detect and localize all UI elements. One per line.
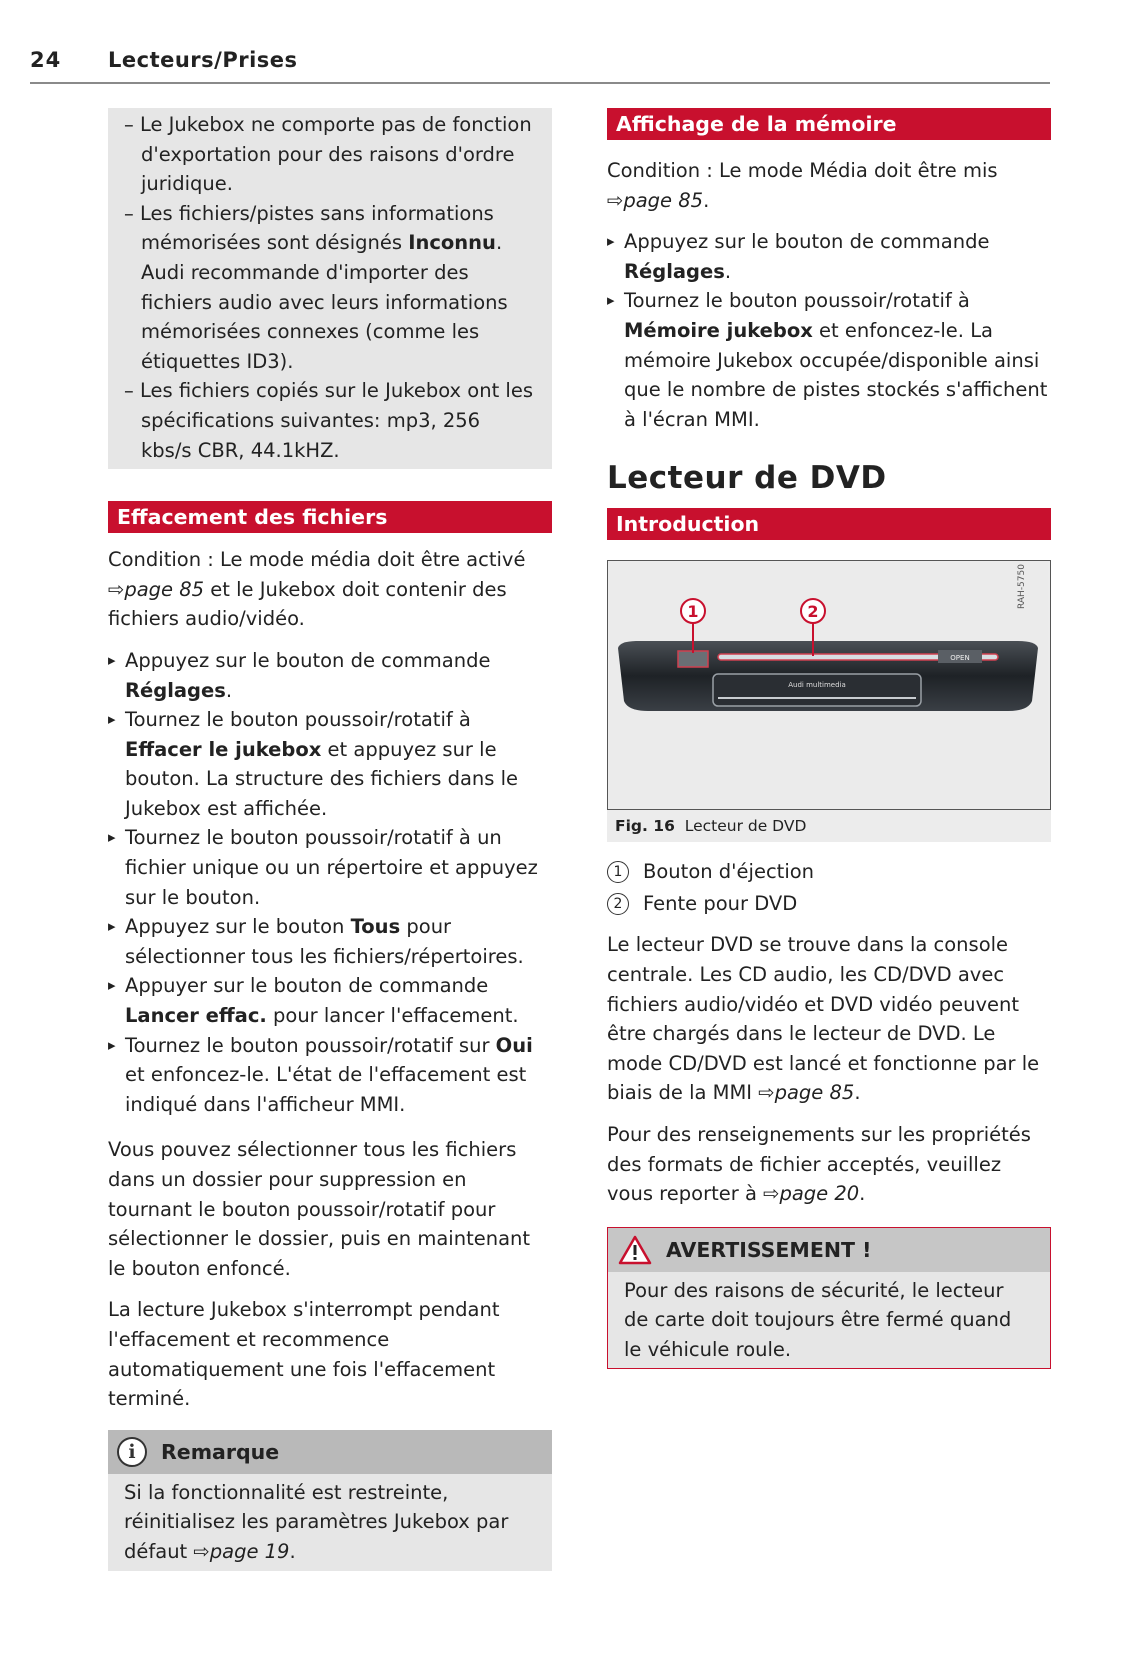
step: ▸ Tournez le bouton poussoir/rotatif à un fichier unique ou un répertoire et appuyez sur le bouton. (108, 823, 552, 912)
paragraph: La lecture Jukebox s'interrompt pendant l'effacement et recommence automatiquement une fois l'effacement terminé. (108, 1298, 500, 1411)
step: ▸ Tournez le bouton poussoir/rotatif sur Oui et enfoncez-le. L'état de l'effacement est indiqué dans l'afficheur MMI. (108, 1031, 552, 1120)
paragraph: Pour des renseignements sur les propriétés des formats de fichier acceptés, veuillez vous reporter à ⇨page 20. (607, 1122, 1031, 1206)
page-ref-link[interactable]: ⇨page 85 (607, 188, 704, 212)
section-heading: Lecteur de DVD (607, 460, 887, 497)
right-column (607, 108, 1051, 1369)
note-box (108, 1430, 552, 1571)
jukebox-note: – Les fichiers copiés sur le Jukebox ont les spécifications suivantes: mp3, 256 kbs/s CBR, 44.1kHZ. (124, 379, 533, 462)
step: ▸ Appuyez sur le bouton Tous pour sélectionner tous les fichiers/répertoires. (108, 912, 552, 971)
eject-button (678, 651, 708, 667)
warning-icon (618, 1235, 652, 1265)
dvd-figure (607, 560, 1051, 810)
erase-steps (108, 646, 552, 1120)
legend-item (607, 856, 1051, 888)
page-ref-link[interactable]: ⇨page 20 (763, 1182, 860, 1206)
note-text: Si la fonctionnalité est restreinte, réinitialisez les paramètres Jukebox par défaut ⇨page 19. (124, 1480, 509, 1563)
erase-condition: Condition : Le mode média doit être activé ⇨page 85 et le Jukebox doit contenir des fichiers audio/vidéo. (108, 548, 526, 631)
callout-2-label: 2 (807, 602, 819, 622)
warning-title: AVERTISSEMENT ! (666, 1237, 872, 1262)
page-number: 24 (30, 48, 62, 72)
intro-heading: Introduction (607, 508, 1051, 540)
step: ▸ Appuyez sur le bouton de commande Réglages. (108, 646, 552, 705)
callout-1-label: 1 (687, 602, 699, 622)
paragraph: Vous pouvez sélectionner tous les fichiers dans un dossier pour suppression en tournant le bouton poussoir/rotatif pour sélectionner le dossier, puis en maintenant le bouton enfoncé. (108, 1138, 531, 1280)
figure-code: RAH-5750 (1017, 564, 1027, 610)
step: ▸ Tournez le bouton poussoir/rotatif à Mémoire jukebox et enfoncez-le. La mémoire Jukebox occupée/disponible ainsi que le nombre de pistes stockés s'affichent à l'écran MMI. (607, 286, 1051, 434)
legend-number: 2 (607, 893, 629, 915)
warning-box (607, 1227, 1051, 1370)
info-icon: i (117, 1437, 147, 1467)
paragraph: Le lecteur DVD se trouve dans la console centrale. Les CD audio, les CD/DVD avec fichiers audio/vidéo et DVD vidéo peuvent être chargés dans le lecteur de DVD. Le mode CD/DVD est lancé et fonctionne par le biais de la MMI ⇨page 85. (607, 933, 1040, 1105)
legend-number: 1 (607, 861, 629, 883)
section-title: Lecteurs/Prises (108, 48, 298, 72)
legend-text: Bouton d'éjection (643, 860, 815, 884)
step: ▸ Tournez le bouton poussoir/rotatif à Effacer le jukebox et appuyez sur le bouton. La structure des fichiers dans le Jukebox est affichée. (108, 705, 552, 823)
jukebox-note: – Le Jukebox ne comporte pas de fonction d'exportation pour des raisons d'ordre juridique. (124, 113, 532, 196)
page-header (30, 42, 1050, 84)
page-ref-link[interactable]: ⇨page 19 (193, 1539, 290, 1563)
page-ref-link[interactable]: ⇨page 85 (108, 577, 205, 601)
memory-steps (607, 227, 1051, 434)
note-title: Remarque (161, 1439, 280, 1464)
legend-text: Fente pour DVD (643, 892, 798, 916)
brand-label: Audi multimedia (788, 681, 846, 690)
legend-item (607, 888, 1051, 920)
display-panel (713, 674, 921, 706)
erase-heading: Effacement des fichiers (108, 501, 552, 533)
step: ▸ Appuyez sur le bouton de commande Réglages. (607, 227, 1051, 286)
dvd-player-illustration (608, 561, 1049, 808)
memory-heading: Affichage de la mémoire (607, 108, 1051, 140)
open-label: OPEN (950, 654, 970, 663)
figure-caption: Fig. 16 Lecteur de DVD (607, 810, 1051, 842)
jukebox-notes-box (108, 108, 552, 469)
page-ref-link[interactable]: ⇨page 85 (758, 1081, 855, 1105)
left-column (108, 108, 552, 1571)
jukebox-note: – Les fichiers/pistes sans informations mémorisées sont désignés Inconnu. Audi recommande d'importer des fichiers audio avec leurs informations mémorisées connexes (comme les étiquettes ID3). (124, 201, 508, 373)
warning-text: Pour des raisons de sécurité, le lecteur de carte doit toujours être fermé quand le véhicule roule. (624, 1278, 1012, 1361)
step: ▸ Appuyer sur le bouton de commande Lancer effac. pour lancer l'effacement. (108, 971, 552, 1030)
memory-condition: Condition : Le mode Média doit être mis ⇨page 85. (607, 159, 998, 212)
